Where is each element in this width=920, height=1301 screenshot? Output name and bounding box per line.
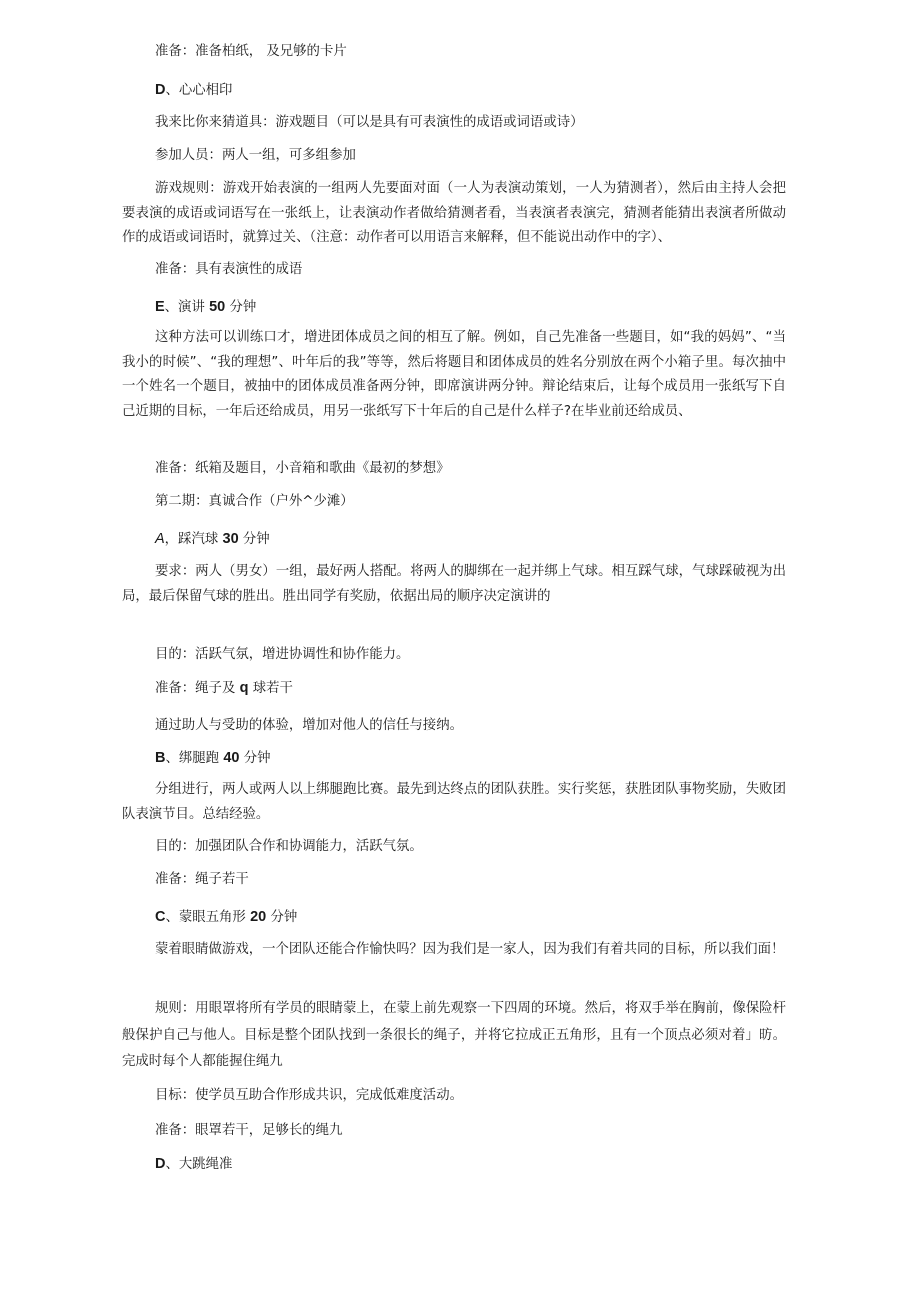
paragraph: 目的：加强团队合作和协调能力，活跃气氛。 [155,839,423,854]
section-heading: E、演讲 50 分钟 [155,299,257,315]
paragraph: 参加人员：两人一组，可多组参加 [155,148,356,163]
section-heading: B、绑腿跑 40 分钟 [155,750,271,766]
paragraph: 通过助人与受助的体验，增加对他人的信任与接纳。 [155,718,463,733]
paragraph: 目的：活跃气氛，增进协调性和协作能力。 [155,647,410,662]
paragraph: 分组进行，两人或两人以上绑腿跑比赛。最先到达终点的团队获胜。实行奖惩，获胜团队事物奖励，失败团队表演节目。总结经验。 [122,782,786,822]
paragraph: 这种方法可以训练口才，增进团体成员之间的相互了解。例如，自己先准备一些题目，如“我的妈妈”、“当我小的时候”、“我的理想”、叶年后的我”等等，然后将题目和团体成员的姓名分别放在两个小箱子里。每次抽中一个姓名一个题目，被抽中的团体成员准备两分钟，即席演讲两分钟。辩论结束后，让每个成员用一张纸写下自己近期的目标，一年后还给成员，用另一张纸写下十年后的自己是什么样子?在毕业前还给成员、 [122,330,786,419]
section-heading: C、蒙眼五角形 20 分钟 [155,909,298,925]
paragraph: 第二期：真诚合作（户外^少滩） [155,494,354,509]
section-heading: D、心心相印 [155,82,233,98]
paragraph: 准备：绳子及 q 球若干 [155,680,293,696]
paragraph: 蒙着眼睛做游戏，一个团队还能合作愉快吗？因为我们是一家人，因为我们有着共同的目标，所以我们面！ [155,942,785,957]
paragraph: 准备：准备柏纸， 及兄够的卡片 [155,44,347,59]
paragraph: 我来比你来猜道具：游戏题目（可以是具有可表演性的成语或词语或诗） [155,115,584,130]
paragraph: 目标：使学员互助合作形成共识，完成低难度活动。 [155,1088,463,1103]
paragraph: 准备：具有表演性的成语 [155,262,303,277]
paragraph: 准备：眼罩若干，足够长的绳九 [155,1123,343,1138]
paragraph: 准备：绳子若干 [155,872,249,887]
paragraph: 要求：两人（男女）一组，最好两人搭配。将两人的脚绑在一起并绑上气球。相互踩气球，气球踩破视为出局，最后保留气球的胜出。胜出同学有奖励，依据出局的顺序决定演讲的 [122,564,786,604]
paragraph: 准备：纸箱及题目，小音箱和歌曲《最初的梦想》 [155,461,450,476]
paragraph: 规则：用眼罩将所有学员的眼睛蒙上，在蒙上前先观察一下四周的环境。然后，将双手举在胸前，像保险杆般保护自己与他人。目标是整个团队找到一条很长的绳子，并将它拉成正五角形，且有一个顶点必须对着」昉。完成时每个人都能握住绳九 [122,1001,786,1069]
paragraph: 游戏规则：游戏开始表演的一组两人先要面对面（一人为表演动策划，一人为猜测者），然后由主持人会把要表演的成语或词语写在一张纸上，让表演动作者做给猜测者看，当表演者表演完，猜测者能猜出表演者所做动作的成语或词语时，就算过关、（注意：动作者可以用语言来解释，但不能说出动作中的字）、 [122,181,786,245]
section-heading: A，踩汽球 30 分钟 [155,531,270,547]
section-heading: D、大跳绳准 [155,1156,233,1172]
